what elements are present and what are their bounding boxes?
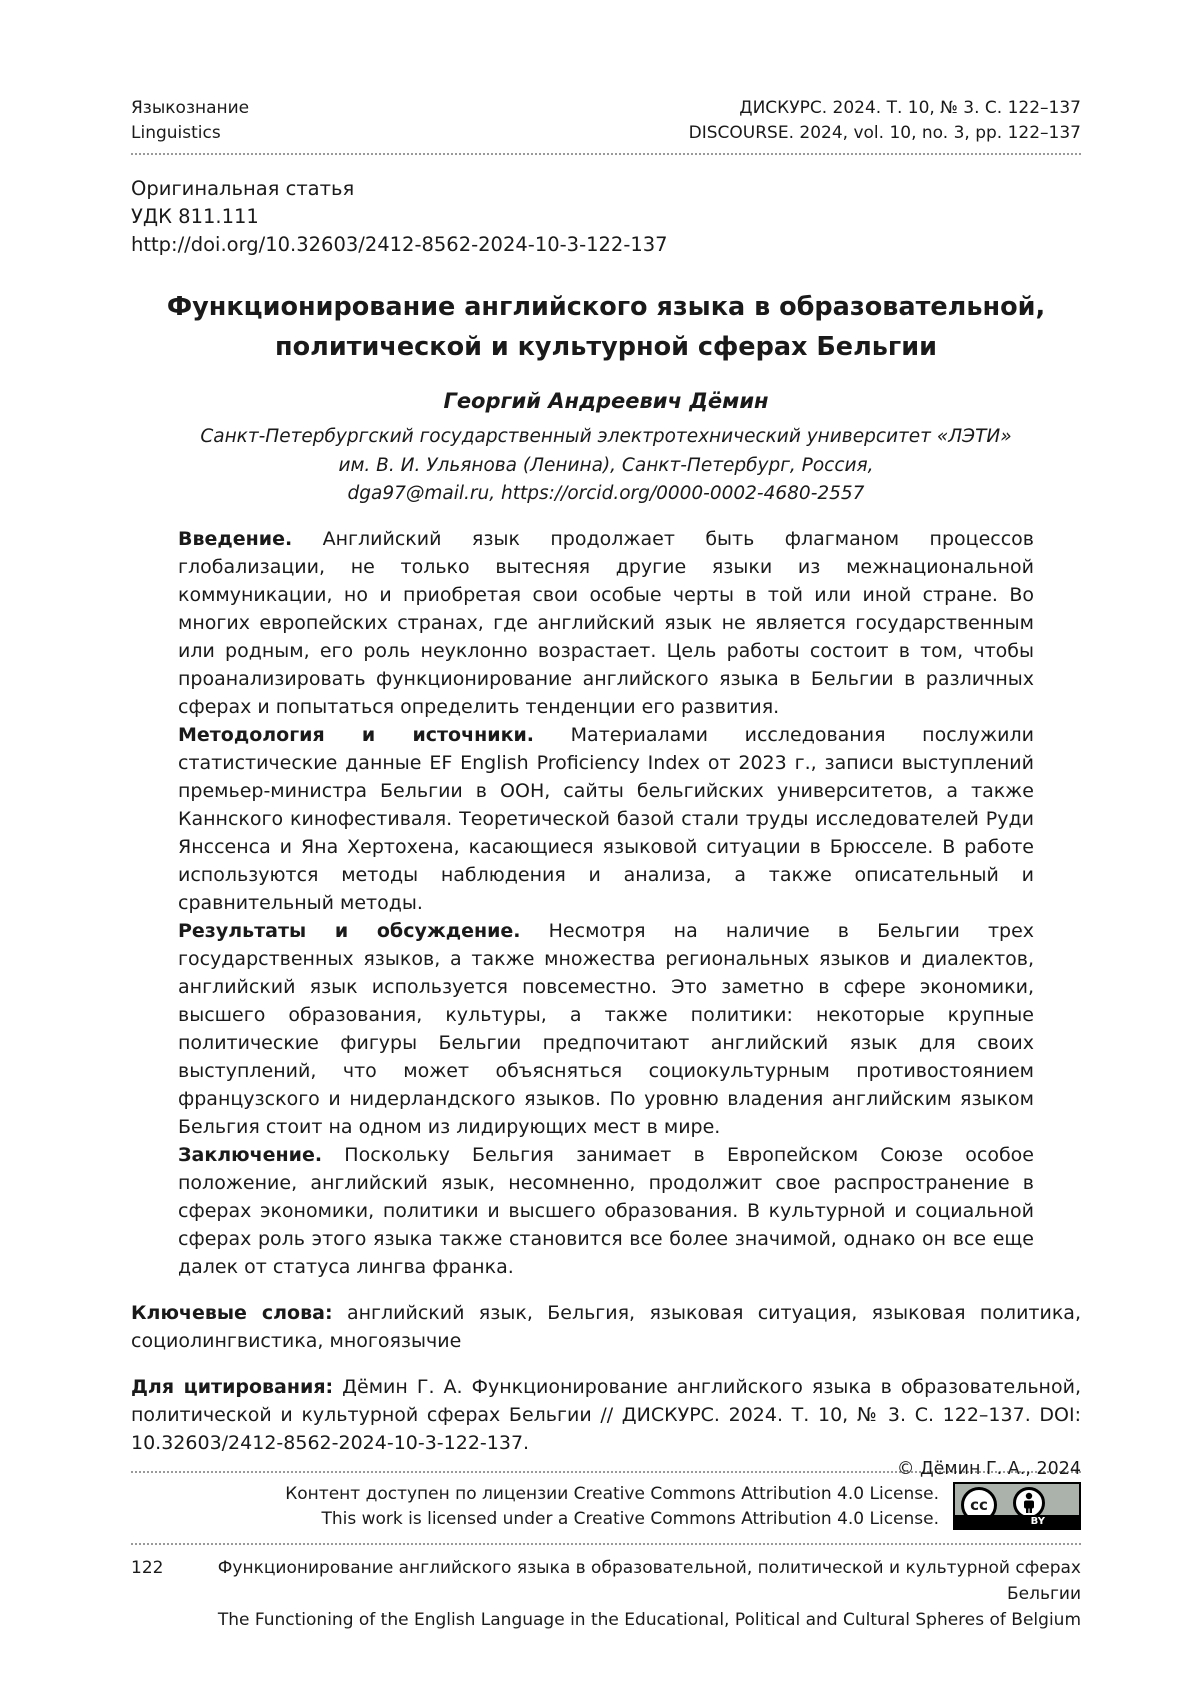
license-en: This work is licensed under a Creative Commons Attribution 4.0 License.	[321, 1509, 939, 1529]
header-divider	[131, 153, 1081, 155]
license-block	[131, 1482, 1081, 1532]
abstract-conclusion	[178, 1141, 1034, 1281]
methods-label: Методология и источники.	[178, 723, 534, 746]
citation	[131, 1373, 1081, 1457]
cc-by-badge-icon[interactable]	[953, 1482, 1081, 1530]
abstract-results	[178, 917, 1034, 1141]
article-type: Оригинальная статья	[131, 177, 355, 200]
footer-title-en: The Functioning of the English Language in the Educational, Political and Cultural Spheres of Belgium	[217, 1610, 1081, 1630]
article-title	[131, 287, 1081, 367]
affiliation-line-1: Санкт-Петербургский государственный электротехнический университет «ЛЭТИ»	[200, 426, 1012, 447]
page-number: 122	[131, 1558, 164, 1578]
methods-text: Материалами исследования послужили статистические данные EF English Proficiency Index от 2023 г., записи выступлений премьер-министра Бельгии в ООН, сайты бельгийских университетов, а также Каннского кинофестиваля. Теоретической базой стали труды исследователей Руди Янссенса и Яна Хертохена, касающиеся языковой ситуации в Брюсселе. В работе используются методы наблюдения и анализа, а также описательный и сравнительный методы.	[178, 723, 1034, 914]
affiliation-contacts[interactable]: dga97@mail.ru, https://orcid.org/0000-0002-4680-2557	[347, 483, 865, 504]
results-label: Результаты и обсуждение.	[178, 919, 521, 942]
keywords-text: английский язык, Бельгия, языковая ситуация, языковая политика, социолингвистика, многоязычие	[131, 1301, 1081, 1352]
affiliation	[131, 423, 1081, 509]
cc-icon: cc	[961, 1487, 997, 1523]
intro-text: Английский язык продолжает быть флагманом процессов глобализации, не только вытесняя другие языки из межнациональной коммуникации, но и приобретая свои особые черты в той или иной стране. Во многих европейских странах, где английский язык не является государственным или родным, его роль неуклонно возрастает. Цель работы состоит в том, чтобы проанализировать функционирование английского языка в Бельгии в различных сферах и попытаться определить тенденции его развития.	[178, 527, 1034, 718]
article-page	[131, 96, 1081, 1473]
abstract-methods	[178, 721, 1034, 917]
author-name: Георгий Андреевич Дёмин	[443, 389, 769, 413]
keywords-label: Ключевые слова:	[131, 1301, 333, 1324]
badge-bar	[955, 1515, 1079, 1528]
conclusion-text: Поскольку Бельгия занимает в Европейском Союзе особое положение, английский язык, несомненно, продолжит свое распространение в сферах экономики, политики и высшего образования. В культурной и социальной сферах роль этого языка также становится все более значимой, однако он все еще далек от статуса лингва франка.	[178, 1143, 1034, 1278]
journal-ref-ru: ДИСКУРС. 2024. Т. 10, № 3. С. 122–137	[739, 98, 1081, 118]
copyright: © Дёмин Г. А., 2024	[896, 1459, 1081, 1479]
journal-ref-en: DISCOURSE. 2024, vol. 10, no. 3, pp. 122–137	[688, 123, 1081, 143]
article-meta	[131, 175, 1081, 259]
citation-text: Дёмин Г. А. Функционирование английского языка в образовательной, политической и культурной сферах Бельгии // ДИСКУРС. 2024. Т. 10, № 3. С. 122–137. DOI: 10.32603/2412-8562-2024-10-3-122-137.	[131, 1375, 1081, 1454]
title-line-1: Функционирование английского языка в образовательной,	[166, 292, 1046, 322]
doi-link[interactable]: http://doi.org/10.32603/2412-8562-2024-10-3-122-137	[131, 233, 668, 256]
title-line-2: политической и культурной сферах Бельгии	[275, 332, 937, 362]
footer-title-ru: Функционирование английского языка в образовательной, политической и культурной сферах Бельгии	[217, 1558, 1081, 1604]
keywords	[131, 1299, 1081, 1355]
by-label: BY	[1030, 1516, 1045, 1527]
abstract-intro	[178, 525, 1034, 721]
intro-label: Введение.	[178, 527, 293, 550]
section-ru: Языкознание	[131, 98, 250, 118]
page-footer	[131, 1555, 1081, 1633]
affiliation-line-2: им. В. И. Ульянова (Ленина), Санкт-Петербург, Россия,	[338, 454, 874, 476]
udk-code: УДК 811.111	[131, 205, 259, 228]
section-en: Linguistics	[131, 123, 221, 143]
abstract	[178, 525, 1034, 1281]
running-header	[131, 96, 1081, 146]
license-ru: Контент доступен по лицензии Creative Commons Attribution 4.0 License.	[285, 1484, 939, 1504]
results-text: Несмотря на наличие в Бельгии трех государственных языков, а также множества региональных языков и диалектов, английский язык используется повсеместно. Это заметно в сфере экономики, высшего образования, культуры, а также политики: некоторые крупные политические фигуры Бельгии предпочитают английский язык для своих выступлений, что может объясняться социокультурным противостоянием французского и нидерландского языков. По уровню владения английским языком Бельгия стоит на одном из лидирующих мест в мире.	[178, 919, 1034, 1138]
citation-label: Для цитирования:	[131, 1375, 334, 1398]
footer-divider	[131, 1543, 1081, 1545]
conclusion-label: Заключение.	[178, 1143, 323, 1166]
